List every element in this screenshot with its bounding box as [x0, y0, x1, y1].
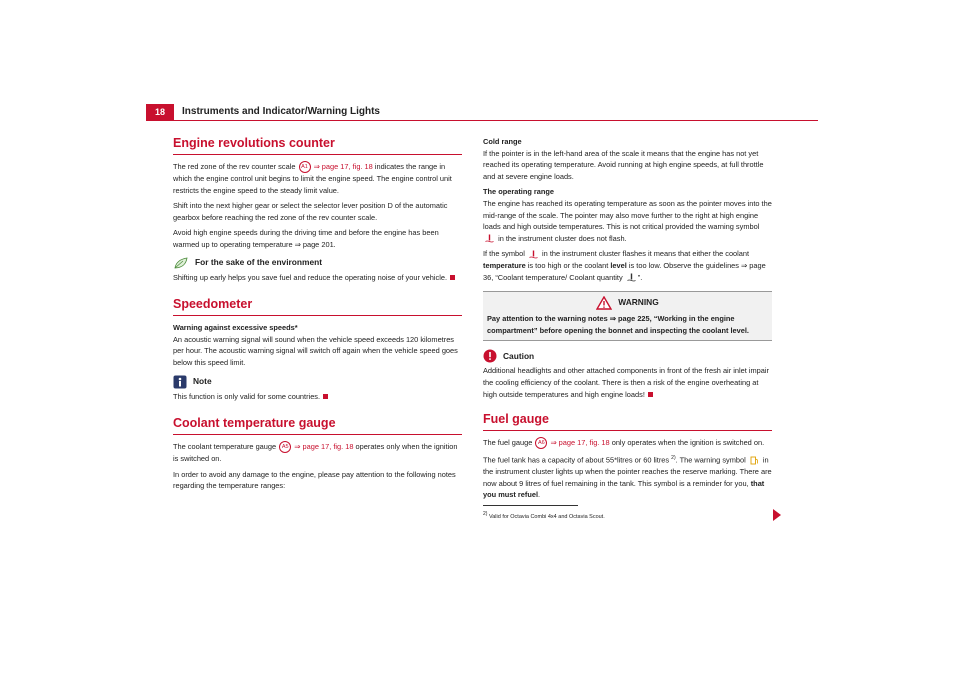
speedometer-heading: Speedometer	[173, 297, 462, 316]
text: temperature	[483, 260, 526, 270]
warning-heading	[487, 296, 768, 310]
fuel-pump-icon	[750, 456, 759, 465]
speedometer-subheading: Warning against excessive speeds*	[173, 323, 298, 333]
footnote	[483, 510, 772, 522]
text: Valid for Octavia Combi 4x4 and Octavia Scout.	[488, 513, 605, 520]
text: The fuel gauge	[483, 438, 533, 448]
text: The coolant temperature gauge	[173, 442, 277, 452]
coolant-temperature-icon	[485, 234, 494, 243]
text: that you must refuel	[483, 478, 765, 500]
environment-heading	[173, 257, 462, 270]
engine-heading: Engine revolutions counter	[173, 136, 462, 155]
text: Additional headlights and other attached components in front of the fresh air inlet impair the cooling efficiency of the coolant. There is then a risk of the engine overheating at high outside temperatures and high engine loads!	[483, 366, 769, 399]
section-end-marker	[450, 275, 455, 280]
warning-text: Pay attention to the warning notes ⇒ page 225, “Working in the engine compartment” before opening the bonnet and inspecting the coolant level.	[487, 314, 749, 335]
environment-text	[173, 272, 462, 284]
caution-heading	[483, 349, 772, 363]
text: in the instrument cluster flashes it means that either the coolant	[542, 249, 750, 259]
text: only operates when the ignition is switched on.	[611, 438, 765, 448]
fuel-paragraph-2	[483, 453, 772, 501]
footnote-rule	[483, 505, 578, 506]
engine-paragraph-2: Shift into the next higher gear or select the selector lever position D of the automatic gearbox before reaching the red zone of the rev counter scale.	[173, 201, 448, 222]
text: in the instrument cluster lights up when the pointer reaches the reserve marking. There are now about 9 litres of fuel remaining in the tank. This symbol is a reminder for you,	[483, 455, 772, 488]
next-page-arrow-icon[interactable]	[772, 508, 782, 522]
warning-title: WARNING	[618, 297, 659, 308]
cross-reference-link[interactable]: ⇒ page 17, fig. 18	[550, 438, 610, 448]
callout-badge: A6	[535, 437, 547, 449]
header-rule	[146, 120, 818, 121]
text: operates only when the ignition is switched on.	[173, 442, 458, 464]
text: If the symbol	[483, 249, 525, 259]
left-column	[173, 136, 462, 496]
text: Shifting up early helps you save fuel and reduce the operating noise of your vehicle.	[173, 272, 448, 282]
engine-paragraph-3: Avoid high engine speeds during the driving time and before the engine has been warmed up to operating temperature ⇒ page 201.	[173, 228, 439, 250]
warning-triangle-icon	[596, 296, 612, 310]
text: The engine has reached its operating temperature as soon as the pointer moves into the mid-range of the scale. The pointer may also move further to the right at high engine loads and high outside temperatures. This is not critical provided the warning symbol	[483, 198, 772, 232]
note-info-icon	[173, 375, 187, 389]
callout-badge: A5	[279, 441, 291, 453]
coolant-paragraph-2: In order to avoid any damage to the engine, please pay attention to the following notes regarding the temperature ranges:	[173, 469, 456, 491]
speedometer-paragraph: An acoustic warning signal will sound when the vehicle speed exceeds 120 kilometres per hour. The acoustic warning signal will switch off again when the vehicle speed goes below this speed limit.	[173, 334, 458, 367]
coolant-heading: Coolant temperature gauge	[173, 416, 462, 435]
callout-badge: A1	[299, 161, 311, 173]
text: This function is only valid for some countries.	[173, 391, 321, 401]
text: level	[610, 260, 627, 270]
note-title: Note	[193, 375, 212, 386]
operating-range-title: The operating range	[483, 187, 555, 197]
engine-paragraph-1	[173, 161, 462, 196]
chapter-title: Instruments and Indicator/Warning Lights	[182, 106, 380, 117]
coolant-temperature-icon	[529, 250, 538, 259]
cross-reference-link[interactable]: ⇒ page 17, fig. 18	[313, 162, 373, 171]
section-end-marker	[323, 394, 328, 399]
coolant-paragraph-1	[173, 441, 462, 465]
symbol-flashing-text	[483, 248, 772, 283]
right-column	[483, 136, 772, 526]
text: is too high or the coolant	[527, 260, 609, 270]
text: ”.	[637, 272, 643, 282]
coolant-temperature-icon	[627, 273, 636, 282]
fuel-paragraph-1	[483, 437, 772, 449]
caution-text	[483, 365, 772, 400]
cross-reference-link[interactable]: ⇒ page 17, fig. 18	[294, 442, 354, 452]
text: .	[538, 490, 541, 500]
footnote-mark: 2)	[483, 510, 488, 517]
text: indicates the range in which the engine control unit begins to limit the engine speed. The engine control unit restricts the engine speed to the steady limit value.	[173, 162, 452, 195]
operating-range-text	[483, 198, 772, 244]
page-number: 18	[146, 104, 174, 121]
caution-exclamation-icon	[483, 349, 497, 363]
environment-title: For the sake of the environment	[195, 257, 323, 268]
text: in the instrument cluster does not flash.	[498, 233, 627, 243]
fuel-heading: Fuel gauge	[483, 412, 772, 431]
text: The red zone of the rev counter scale	[173, 162, 296, 171]
text: The fuel tank has a capacity of about 55*litres or 60 litres	[483, 455, 670, 465]
warning-box	[483, 291, 772, 341]
section-end-marker	[648, 392, 653, 397]
footnote-reference: 2)	[671, 455, 676, 462]
note-heading	[173, 375, 462, 389]
note-text	[173, 391, 462, 403]
cold-range-text: If the pointer is in the left-hand area of the scale it means that the engine has not yet reached its operating temperature. Avoid running at high engine speeds, at full throttle and at severe engine loads.	[483, 148, 764, 181]
cold-range-title: Cold range	[483, 137, 522, 146]
caution-title: Caution	[503, 350, 535, 361]
environment-leaf-icon	[173, 257, 189, 270]
text: is too low. Observe the guidelines ⇒ page 36, “Coolant temperature/ Coolant quantity	[483, 260, 766, 282]
text: . The warning symbol	[675, 455, 746, 465]
